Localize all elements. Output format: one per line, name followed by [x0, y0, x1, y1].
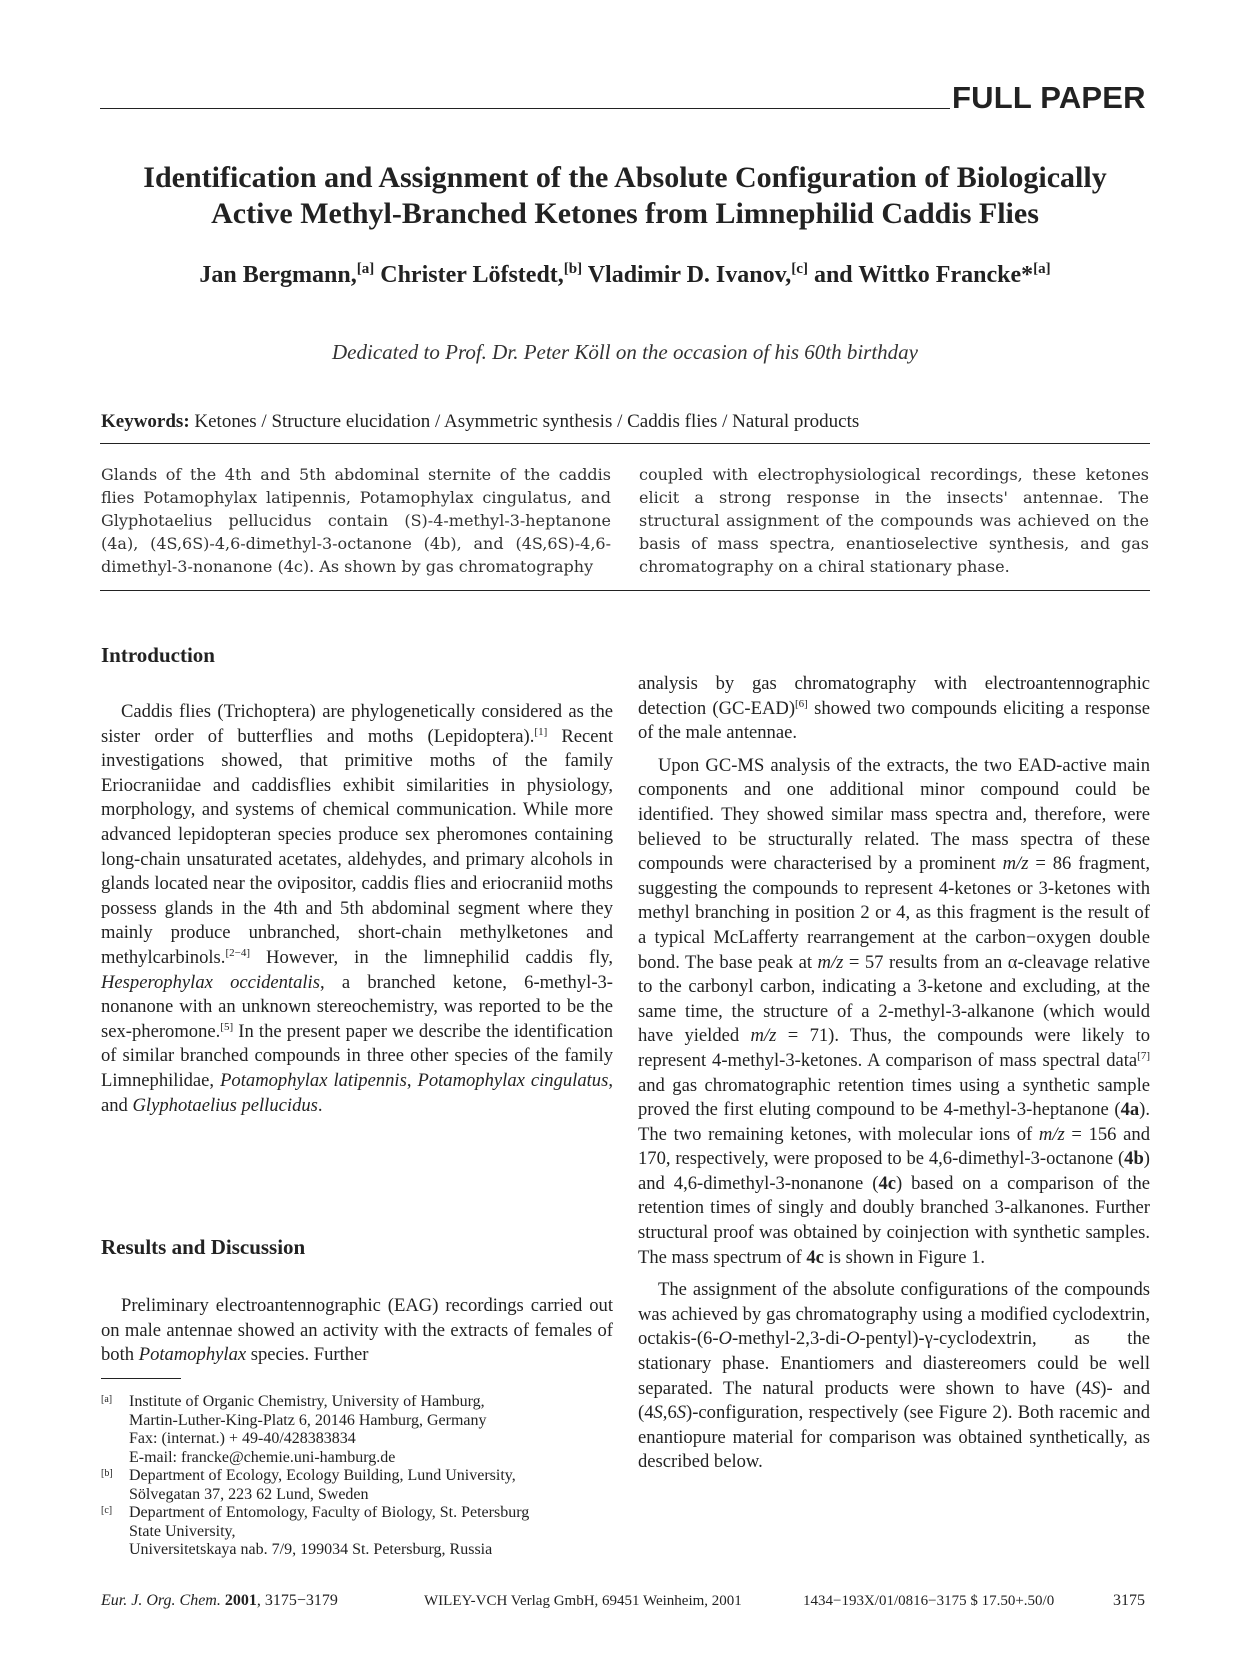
author-name: Jan Bergmann,	[199, 262, 357, 288]
dedication: Dedicated to Prof. Dr. Peter Köll on the occasion of his 60th birthday	[332, 340, 918, 364]
introduction-body	[101, 700, 613, 1118]
paper-title	[100, 160, 1150, 232]
footnote-mark: [b]	[101, 1468, 113, 1479]
page-number: 3175	[1113, 1592, 1145, 1609]
footnote-c: [c] Department of Entomology, Faculty of Biology, St. Petersburg State University, Universitetskaya nab. 7/9, 199034 St. Petersburg, Russia	[101, 1504, 530, 1558]
citation: [2−4]	[225, 946, 250, 959]
introduction-paragraph: Caddis flies (Trichoptera) are phylogenetically considered as the sister order of butterflies and moths (Lepidoptera).[1] Recent investigations showed, that primitive moths of the family Eriocraniidae and caddisflies exhibit similarities in physiology, morphology, and systems of chemical communication. While more advanced lepidopteran species produce sex pheromones containing long-chain unsaturated acetates, aldehydes, and primary alcohols in glands located near the ovipositor, caddis flies and eriocraniid moths possess glands in the 4th and 5th abdominal segment where they mainly produce unbranched, short-chain methylketones and methylcarbinols.[2−4] However, in the limnephilid caddis fly, Hesperophylax occidentalis, a branched ketone, 6-methyl-3-nonanone with an unknown stereochemistry, was reported to be the sex-pheromone.[5] In the present paper we describe the identification of similar branched compounds in three other species of the family Limnephilidae, Potamophylax latipennis, Potamophylax cingulatus, and Glyphotaelius pellucidus.	[101, 701, 614, 1116]
footnote-b: [b] Department of Ecology, Ecology Building, Lund University, Sölvegatan 37, 223 62 Lund, Sweden	[101, 1467, 516, 1503]
author-affil: [c]	[791, 261, 808, 277]
journal-year: 2001	[224, 1592, 257, 1609]
author-name: Vladimir D. Ivanov,	[587, 262, 792, 288]
affiliation-footnotes	[101, 1393, 621, 1560]
species-name: Hesperophylax occidentalis	[101, 971, 320, 993]
abstract-rule-bottom	[100, 590, 1150, 591]
footnote-mark: [c]	[101, 1505, 113, 1516]
header-rule	[100, 108, 950, 109]
abstract-rule-top	[100, 443, 1150, 444]
keywords-text: Ketones / Structure elucidation / Asymmetric synthesis / Caddis flies / Natural products	[194, 411, 860, 432]
body-paragraph: The assignment of the absolute configurations of the compounds was achieved by gas chromatography using a modified cyclodextrin, octakis-(6-O-methyl-2,3-di-O-pentyl)-γ-cyclodextrin, as the stationary phase. Enantiomers and diastereomers could be well separated. The natural products were shown to have (4S)- and (4S,6S)-configuration, respectively (see Figure 2). Both racemic and enantiopure material for comparison was obtained synthetically, as described below.	[638, 1279, 1150, 1473]
results-body	[101, 1294, 613, 1368]
species-name: Potamophylax latipennis	[220, 1069, 407, 1091]
author-name: Christer Löfstedt,	[380, 262, 564, 288]
section-label: FULL PAPER	[952, 80, 1146, 115]
author-affil: [a]	[356, 261, 375, 277]
journal-name: Eur. J. Org. Chem.	[101, 1592, 221, 1609]
footnote-rule	[101, 1378, 181, 1379]
compound-label: 4b	[1124, 1148, 1144, 1170]
citation: [1]	[534, 725, 548, 738]
title-line-2: Active Methyl-Branched Ketones from Limnephilid Caddis Flies	[211, 197, 1039, 230]
species-name: Glyphotaelius pellucidus	[132, 1094, 318, 1116]
author-list	[100, 262, 1150, 289]
author-affil: [a]	[1033, 261, 1051, 277]
keywords	[101, 411, 1151, 433]
footnote-mark: [a]	[101, 1394, 113, 1405]
results-heading: Results and Discussion	[101, 1235, 306, 1259]
footer-citation	[101, 1592, 338, 1610]
journal-pages: , 3175−3179	[256, 1592, 338, 1609]
title-line-1: Identification and Assignment of the Absolute Configuration of Biologically	[143, 161, 1107, 194]
compound-label: 4c	[878, 1172, 896, 1194]
introduction-heading: Introduction	[101, 643, 215, 667]
footnote-a: [a] Institute of Organic Chemistry, University of Hamburg, Martin-Luther-King-Platz 6, 20146 Hamburg, Germany Fax: (internat.) + 49-40/428383834 E-mail: francke@chemie.uni-hamburg.de	[101, 1393, 621, 1467]
citation: [5]	[220, 1020, 234, 1033]
email-address: E-mail: francke@chemie.uni-hamburg.de	[129, 1448, 396, 1466]
footer-issn: 1434−193X/01/0816−3175 $ 17.50+.50/0	[803, 1593, 1055, 1609]
compound-label: 4c	[806, 1246, 824, 1268]
author-name: and Wittko Francke*	[813, 262, 1034, 288]
results-paragraph: Preliminary electroantennographic (EAG) recordings carried out on male antennae showed an activity with the extracts of females of both Potamophylax species. Further	[101, 1295, 613, 1366]
citation: [7]	[1137, 1049, 1150, 1062]
abstract-left-column: Glands of the 4th and 5th abdominal sternite of the caddis flies Potamophylax latipennis, Potamophylax cingulatus, and Glyphotaelius pellucidus contain (S)-4-methyl-3-heptanone (4a), (4S,6S)-4,6-dimethyl-3-octanone (4b), and (4S,6S)-4,6-dimethyl-3-nonanone (4c). As shown by gas chromatography	[101, 465, 611, 576]
keywords-label: Keywords:	[101, 411, 190, 432]
author-affil: [b]	[563, 261, 583, 277]
citation: [6]	[795, 697, 808, 710]
species-name: Potamophylax cingulatus	[417, 1069, 609, 1091]
compound-label: 4a	[1120, 1099, 1140, 1121]
body-paragraph: analysis by gas chromatography with electroantennographic detection (GC-EAD)[6] showed two compounds eliciting a response of the male antennae.	[638, 673, 1150, 744]
abstract-right-column: coupled with electrophysiological recordings, these ketones elicit a strong response in the insects' antennae. The structural assignment of the compounds was achieved on the basis of mass spectra, enantioselective synthesis, and gas chromatography on a chiral stationary phase.	[639, 465, 1149, 576]
body-paragraph: Upon GC-MS analysis of the extracts, the two EAD-active main components and one additional minor compound could be identified. They showed similar mass spectra and, therefore, were believed to be structurally related. The mass spectra of these compounds were characterised by a prominent m/z = 86 fragment, suggesting the compounds to represent 4-ketones or 3-ketones with methyl branching in position 2 or 4, as this fragment is the result of a typical McLafferty rearrangement at the carbon−oxygen double bond. The base peak at m/z = 57 results from an α-cleavage relative to the carbonyl carbon, indicating a 3-ketone and excluding, at the same time, the structure of a 2-methyl-3-alkanone (which would have yielded m/z = 71). Thus, the compounds were likely to represent 4-methyl-3-ketones. A comparison of mass spectral data[7] and gas chromatographic retention times using a synthetic sample proved the first eluting compound to be 4-methyl-3-heptanone (4a). The two remaining ketones, with molecular ions of m/z = 156 and 170, respectively, were proposed to be 4,6-dimethyl-3-octanone (4b) and 4,6-dimethyl-3-nonanone (4c) based on a comparison of the retention times of singly and doubly branched 3-alkanones. Further structural proof was obtained by coinjection with synthetic samples. The mass spectrum of 4c is shown in Figure 1.	[638, 754, 1150, 1268]
species-name: Potamophylax	[138, 1344, 247, 1366]
right-column-body	[638, 672, 1150, 1475]
footer-publisher: WILEY-VCH Verlag GmbH, 69451 Weinheim, 2001	[424, 1593, 742, 1609]
